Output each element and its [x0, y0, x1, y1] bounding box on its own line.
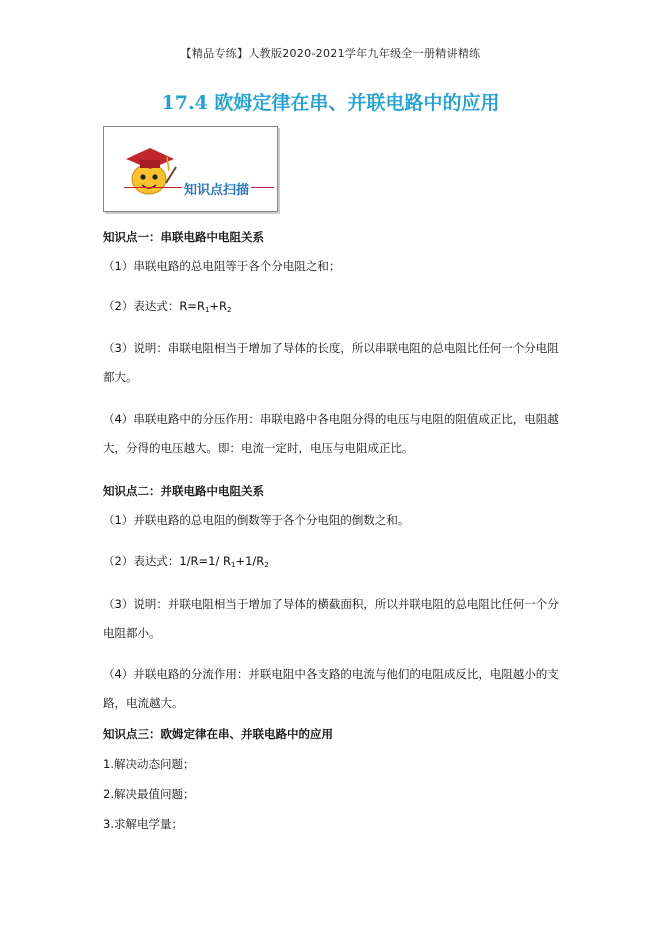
page-header: 【精品专练】人教版2020-2021学年九年级全一册精讲精练: [180, 47, 481, 60]
section2-point1: （1）并联电路的总电阻的倒数等于各个分电阻的倒数之和。: [103, 513, 410, 527]
formula-sub: 1: [204, 306, 210, 314]
section2-point4-line1: （4）并联电路的分流作用：并联电阻中各支路的电流与他们的电阻成反比，电阻越小的支: [103, 667, 559, 681]
formula-sub: 2: [264, 561, 269, 569]
section2-heading: 知识点二：并联电路中电阻关系: [103, 484, 264, 498]
section2-point2: [103, 553, 269, 569]
section1-point3-line1: （3）说明：串联电阻相当于增加了导体的长度，所以串联电阻的总电阻比任何一个分电阻: [103, 341, 559, 355]
section3-item: 3.求解电学量；: [103, 817, 183, 831]
knowledge-scan-badge: [103, 126, 278, 212]
section1-point1: （1）串联电路的总电阻等于各个分电阻之和；: [103, 259, 341, 273]
formula-prefix: （2）表达式：R=R: [103, 299, 205, 313]
badge-label: 知识点扫描: [182, 179, 251, 198]
section1-heading: 知识点一：串联电路中电阻关系: [103, 230, 264, 244]
section2-point3-line2: 电阻都小。: [103, 626, 161, 640]
formula-mid: +R: [209, 299, 228, 313]
page-title: 17.4 欧姆定律在串、并联电路中的应用: [161, 92, 500, 114]
graduate-mascot-icon: [122, 139, 178, 199]
section3-item: 1.解决动态问题；: [103, 757, 195, 771]
section2-point3-line1: （3）说明：并联电阻相当于增加了导体的横截面积，所以并联电阻的总电阻比任何一个分: [103, 597, 559, 611]
section1-point3-line2: 都大。: [103, 370, 138, 384]
formula-sub: 1: [230, 561, 236, 569]
section3-heading: 知识点三：欧姆定律在串、并联电路中的应用: [103, 727, 333, 741]
section1-point4-line1: （4）串联电路中的分压作用：串联电路中各电阻分得的电压与电阻的阻值成正比，电阻越: [103, 412, 559, 426]
section3-item: 2.解决最值问题；: [103, 787, 195, 801]
section1-point2: [103, 298, 232, 314]
section1-point4-line2: 大，分得的电压越大。即：电流一定时，电压与电阻成正比。: [103, 441, 414, 455]
section2-point4-line2: 路，电流越大。: [103, 696, 184, 710]
formula-prefix: （2）表达式：1/R=1/ R: [103, 554, 231, 568]
formula-mid: +1/R: [235, 554, 265, 568]
formula-sub: 2: [227, 306, 232, 314]
